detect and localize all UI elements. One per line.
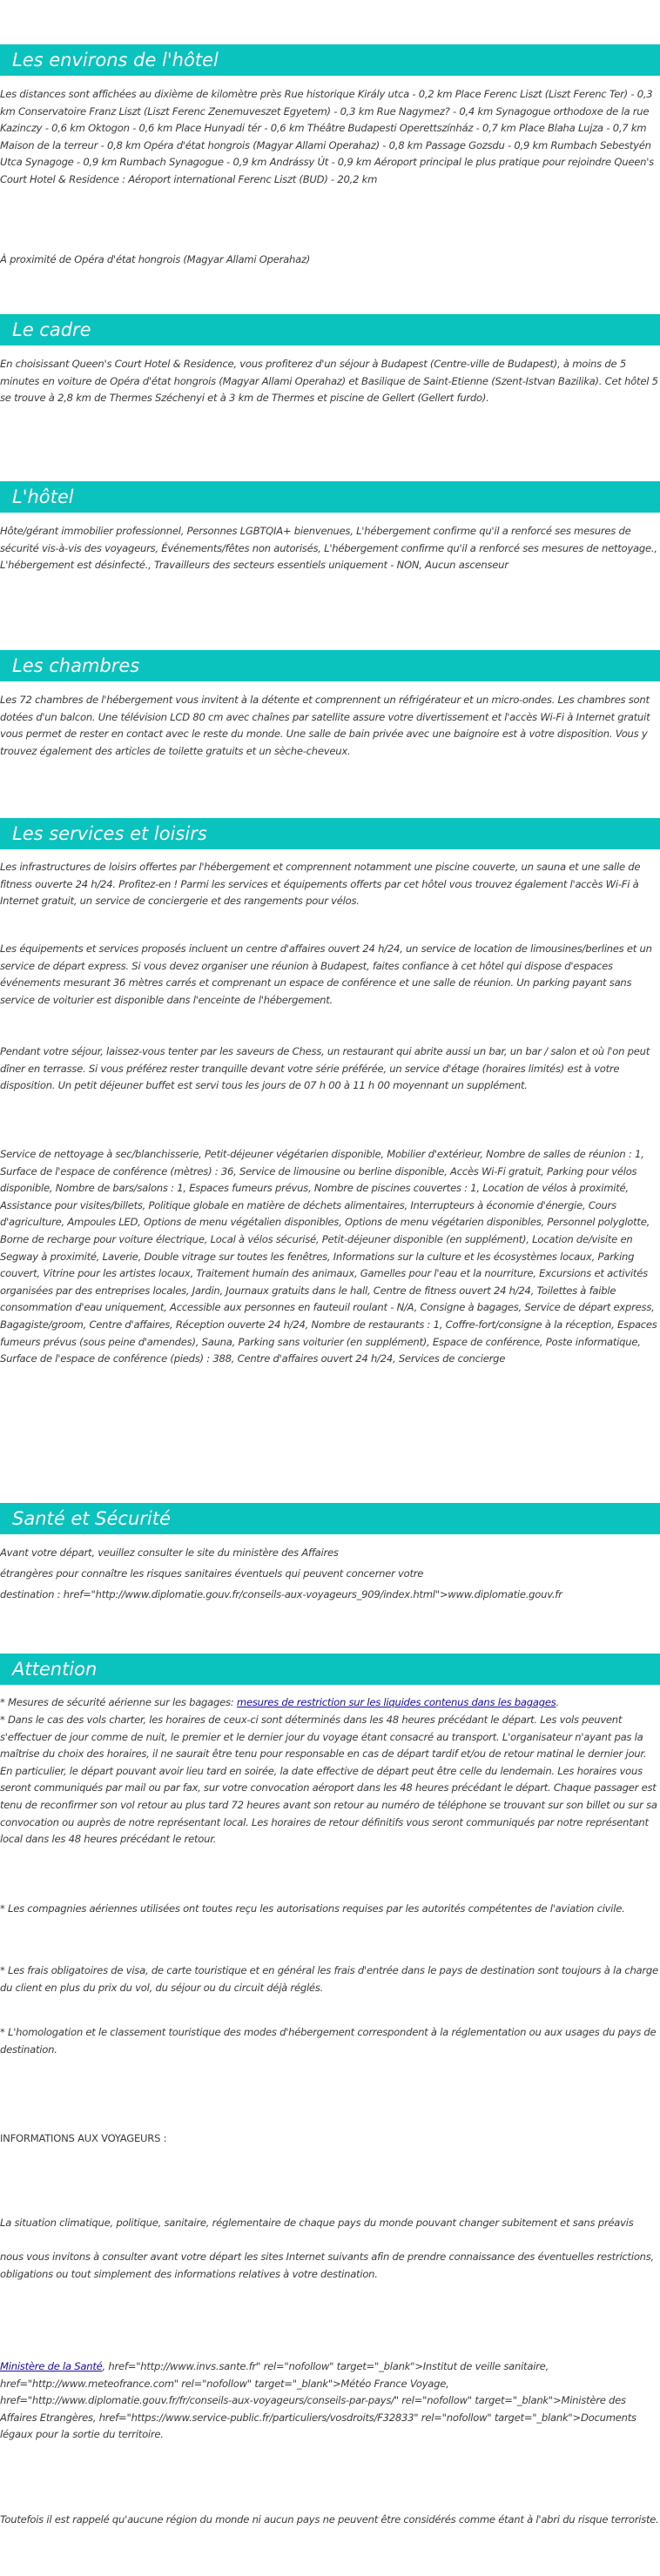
sante-line-2: étrangères pour connaître les risques sanitaires éventuels qui peuvent concerner votre [0,1567,424,1580]
services-text-2: Les équipements et services proposés incluent un centre d'affaires ouvert 24 h/24, un service de location de limousines/berlines et un service de départ express. Si vous devez organiser une réunion à Budapest, faites confiance à cet hôtel qui dispose d'espaces événements mesurant 36 mètres carrés et comprenant un espace de conférence et une salle de réunion. Un parking payant sans service de voiturier est disponible dans l'enceinte de l'hébergement. [0,943,652,1006]
section-heading-hotel [0,481,660,513]
attention-bullet-5: * L'homologation et le classement touristique des modes d'hébergement correspondent à la réglementation ou aux usages du pays de destination. [0,2026,657,2056]
heading-text: Attention [12,1659,98,1680]
terrorism-warning: Toutefois il est rappelé qu'aucune région du monde ni aucun pays ne peuvent être considérés comme étant à l'abri du risque terroriste. [0,2513,659,2526]
services-text-4: Service de nettoyage à sec/blanchisserie, Petit-déjeuner végétarien disponible, Mobilier d'extérieur, Nombre de salles de réunion : 1, Surface de l'espace de conférence (mètres) : 36, Service de limousine ou berline disponible, Accès Wi-Fi gratuit, Parking pour vélos disponible, Nombre de bars/salons : 1, Espaces fumeurs prévus, Nombre de piscines couvertes : 1, Location de vélos à proximité, Assistance pour visites/billets, Politique globale en matière de déchets alimentaires, Interrupteurs à économie d'énergie, Cours d'agriculture, Ampoules LED, Options de menu végétalien disponibles, Options de menu végétarien disponibles, Personnel polyglotte, Borne de recharge pour voiture électrique, Local à vélos sécurisé, Petit-déjeuner disponible (en supplément), Location de/visite en Segway à proximité, Laverie, Double vitrage sur toutes les fenêtres, Informations sur la culture et les écosystèmes locaux, Parking couvert, Vitrine pour les artistes locaux, Traitement humain des animaux, Gamelles pour l'eau et la nourriture, Excursions et activités organisées par des entreprises locales, Jardin, Journaux gratuits dans le hall, Centre de fitness ouvert 24 h/24, Toilettes à faible consommation d'eau uniquement, Accessible aux personnes en fauteuil roulant - N/A, Consigne à bagages, Service de départ express, Bagagiste/groom, Centre d'affaires, Réception ouverte 24 h/24, Nombre de restaurants : 1, Coffre-fort/consigne à la réception, Espaces fumeurs prévus (sous peine d'amendes), Sauna, Parking sans voiturier (en supplément), Espace de conférence, Poste informatique, Surface de l'espace de conférence (pieds) : 388, Centre d'affaires ouvert 24 h/24, Services de concierge [0,1148,657,1365]
attention-bullet-3: * Les compagnies aériennes utilisées ont toutes reçu les autorisations requises par les autorités compétentes de l'aviation civile. [0,1902,625,1915]
sante-line-1: Avant votre départ, veuillez consulter le site du ministère des Affaires [0,1546,339,1559]
info-voyageurs-line-1: La situation climatique, politique, sanitaire, réglementaire de chaque pays du monde pouvant changer subitement et sans préavis [0,2217,634,2229]
section-heading-attention [0,1654,660,1685]
attention-bullet-4: * Les frais obligatoires de visa, de carte touristique et en général les frais d'entrée dans le pays de destination sont toujours à la charge du client en plus du prix du vol, du séjour ou du circuit déjà réglés. [0,1964,658,1994]
info-voyageurs-title: INFORMATIONS AUX VOYAGEURS : [0,2132,167,2144]
environs-distances-text: Les distances sont affichées au dixième de kilomètre près Rue historique Király utca - 0,2 km Place Ferenc Liszt (Liszt Ferenc Ter) - 0,3 km Conservatoire Franz Liszt (Liszt Ferenc Zenemuveszet Egyetem) - 0,3 km Rue Nagymez? - 0,4 km Synagogue orthodoxe de la rue Kazinczy - 0,6 km Oktogon - 0,6 km Place Hunyadi tér - 0,6 km Théâtre Budapesti Operettszínház - 0,7 km Place Blaha Lujza - 0,7 km Maison de la terreur - 0,8 km Opéra d'état hongrois (Magyar Allami Operahaz) - 0,8 km Passage Gozsdu - 0,9 km Rumbach Sebestyén Utca Synagoge - 0,9 km Rumbach Synagogue - 0,9 km Andrássy Út - 0,9 km Aéroport principal le plus pratique pour rejoindre Queen's Court Hotel & Residence : Aéroport international Ferenc Liszt (BUD) - 20,2 km [0,88,654,185]
sante-line-3: destination : href="http://www.diplomatie.gouv.fr/conseils-aux-voyageurs_909/index.html">www.diplomatie.gouv.fr [0,1588,562,1600]
bullet-prefix: * Mesures de sécurité aérienne sur les bagages: [0,1696,237,1708]
attention-bullet-1 [0,1694,660,1712]
heading-text: Santé et Sécurité [12,1508,171,1529]
info-voyageurs-line-2: nous vous invitons à consulter avant votre départ les sites Internet suivants afin de prendre connaissance des éventuelles restrictions, obligations ou tout simplement des informations relatives à votre destination. [0,2251,654,2280]
liquids-restriction-link[interactable]: mesures de restriction sur les liquides contenus dans les bagages [236,1696,556,1708]
attention-bullet-2: * Dans le cas des vols charter, les horaires de ceux-ci sont déterminés dans les 48 heures précédant le départ. Les vols peuvent s'effectuer de jour comme de nuit, le premier et le dernier jour du voyage étant consacré au transport. L'organisateur n'ayant pas la maîtrise du choix des horaires, il ne saurait être tenu pour responsable en cas de départ tardif et/ou de retour matinal le dernier jour. En particulier, le départ pouvant avoir lieu tard en soirée, la date effective de départ peut être celle du lendemain. Les horaires vous seront communiqués par mail ou par fax, sur votre convocation aéroport dans les 48 heures précédant le départ. Chaque passager est tenu de reconfirmer son vol retour au plus tard 72 heures avant son retour au numéro de téléphone se trouvant sur son billet ou sur sa convocation ou auprès de notre représentant local. Les horaires de retour définitifs vous seront communiqués par notre représentant local dans les 48 heures précédant le retour. [0,1714,657,1846]
heading-text: Les services et loisirs [12,823,207,844]
section-heading-services [0,818,660,849]
cadre-text: En choisissant Queen's Court Hotel & Residence, vous profiterez d'un séjour à Budapest (Centre-ville de Budapest), à moins de 5 minutes en voiture de Opéra d'état hongrois (Magyar Allami Operahaz) et Basilique de Saint-Etienne (Szent-Istvan Bazilika). Cet hôtel 5 se trouve à 2,8 km de Thermes Széchenyi et à 3 km de Thermes et piscine de Gellert (Gellert furdo). [0,358,658,405]
heading-text: Les chambres [12,655,140,676]
environs-proximity-text: À proximité de Opéra d'état hongrois (Magyar Allami Operahaz) [0,253,311,265]
heading-text: L'hôtel [12,486,74,507]
info-voyageurs-links [0,2358,660,2444]
chambres-text: Les 72 chambres de l'hébergement vous invitent à la détente et comprennent un réfrigérateur et un micro-ondes. Les chambres sont dotées d'un balcon. Une télévision LCD 80 cm avec chaînes par satellite assure votre divertissement et l'accès Wi-Fi à Internet gratuit vous permet de rester en contact avec le reste du monde. Une salle de bain privée avec une baignoire est à votre disposition. Vous y trouvez également des articles de toilette gratuits et un sèche-cheveux. [0,694,650,757]
section-heading-sante [0,1503,660,1534]
section-heading-cadre [0,314,660,345]
services-text-1: Les infrastructures de loisirs offertes par l'hébergement et comprennent notamment une piscine couverte, un sauna et une salle de fitness ouverte 24 h/24. Profitez-en ! Parmi les services et équipements offerts par cet hôtel vous trouvez également l'accès Wi-Fi à Internet gratuit, un service de conciergerie et des rangements pour vélos. [0,861,641,908]
hotel-text: Hôte/gérant immobilier professionnel, Personnes LGBTQIA+ bienvenues, L'hébergement confirme qu'il a renforcé ses mesures de sécurité vis-à-vis des voyageurs, Événements/fêtes non autorisés, L'hébergement confirme qu'il a renforcé ses mesures de nettoyage., L'hébergement est désinfecté., Travailleurs des secteurs essentiels uniquement - NON, Aucun ascenseur [0,525,657,572]
services-text-3: Pendant votre séjour, laissez-vous tenter par les saveurs de Chess, un restaurant qui abrite aussi un bar, un bar / salon et où l'on peut dîner en terrasse. Si vous préférez rester tranquille devant votre série préférée, un service d'étage (horaires limités) est à votre disposition. Un petit déjeuner buffet est servi tous les jours de 07 h 00 à 11 h 00 moyennant un supplément. [0,1045,650,1092]
ministere-sante-link[interactable]: Ministère de la Santé [0,2360,103,2372]
heading-text: Le cadre [12,319,91,340]
section-heading-chambres [0,650,660,681]
links-text: , href="http://www.invs.sante.fr" rel="nofollow" target="_blank">Institut de veille sanitaire, href="http://www.meteofrance.com" rel="nofollow" target="_blank">Météo France Voyage, href="http://www.diplomatie.gouv.fr/fr/conseils-aux-voyageurs/conseils-par-pays/" rel="nofollow" target="_blank">Ministère des Affaires Etrangères, href="https://www.service-public.fr/particuliers/vosdroits/F32833" rel="nofollow" target="_blank">Documents légaux pour la sortie du territoire. [0,2360,636,2441]
heading-text: Les environs de l'hôtel [12,50,219,70]
section-heading-environs [0,44,660,76]
bullet-suffix: . [556,1696,559,1708]
